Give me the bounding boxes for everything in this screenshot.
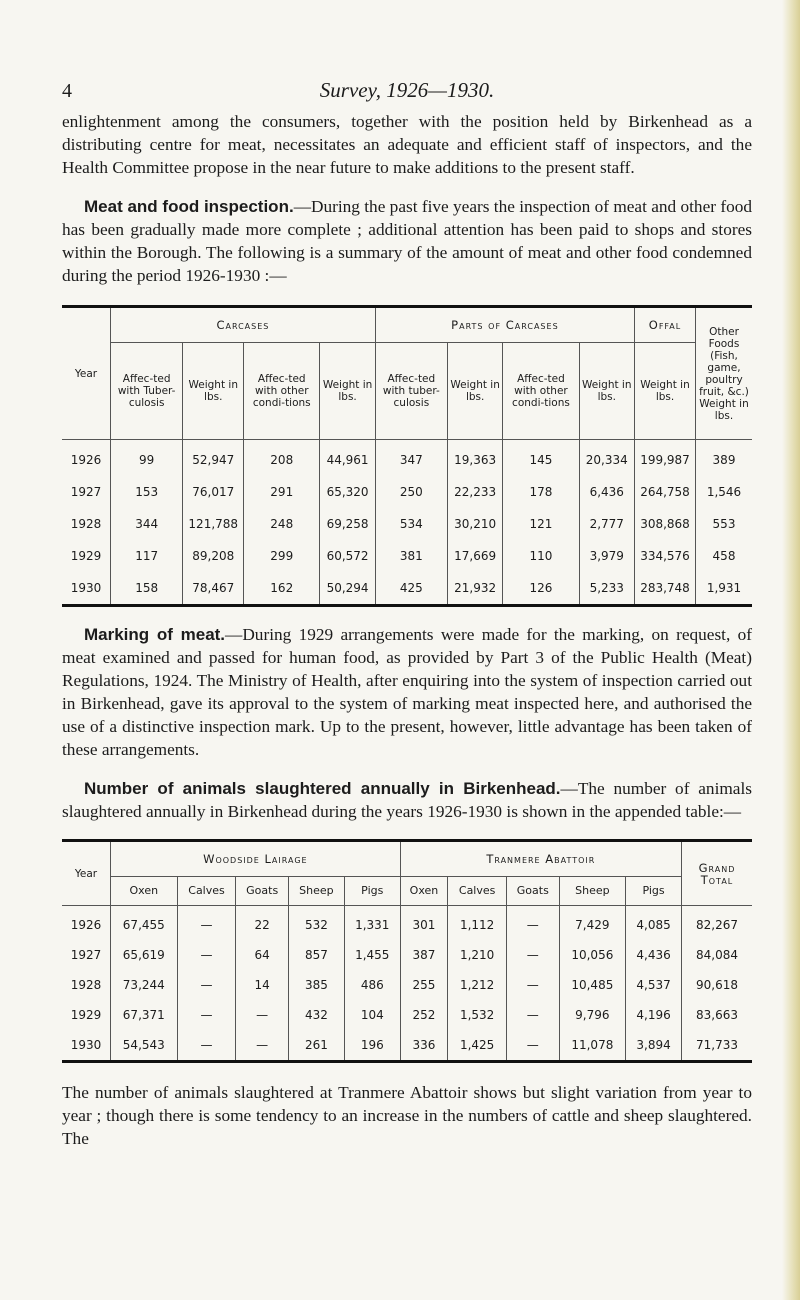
table-row [62, 940, 752, 970]
table-cell: 4,537 [626, 970, 682, 1000]
table-cell: 22,233 [447, 476, 503, 508]
page-header [62, 0, 752, 102]
subheader-cell: Affec-ted with tuber-culosis [375, 343, 447, 440]
table-cell: — [177, 940, 236, 970]
table-cell: 69,258 [320, 508, 376, 540]
page-edge-shadow [782, 0, 800, 1300]
subheader-cell: Pigs [626, 877, 682, 906]
section-heading: Marking of meat. [84, 625, 226, 644]
group-header-tranmere: Tranmere Abattoir [400, 841, 681, 877]
subheader-cell: Calves [448, 877, 507, 906]
table-cell: 60,572 [320, 540, 376, 572]
group-header-woodside: Woodside Lairage [111, 841, 401, 877]
group-header-other-foods: Other Foods (Fish, game, poultry fruit, &c.) Weight in lbs. [696, 307, 753, 440]
table-row [62, 572, 752, 606]
table-cell: 20,334 [579, 440, 635, 477]
paragraph-intro: enlightenment among the consumers, together with the position held by Birkenhead as a distributing centre for meat, necessitates an adequate and efficient staff of inspectors, and the Health Committee propose in the near future to make additions to the present staff. [62, 112, 752, 177]
year-cell: 1929 [62, 1000, 111, 1030]
page-number: 4 [62, 80, 72, 102]
table-cell: 432 [288, 1000, 344, 1030]
table-cell: 67,371 [111, 1000, 178, 1030]
table-cell: 248 [244, 508, 320, 540]
table-cell: 283,748 [635, 572, 696, 606]
table-cell: 158 [111, 572, 183, 606]
table-cell: 7,429 [559, 906, 626, 941]
table-cell: 3,894 [626, 1030, 682, 1062]
table-row [62, 1000, 752, 1030]
table-cell: — [236, 1030, 289, 1062]
table-cell: — [177, 970, 236, 1000]
table-cell: 126 [503, 572, 579, 606]
table-cell: — [507, 970, 560, 1000]
subheader-cell: Pigs [344, 877, 400, 906]
table-cell: 4,196 [626, 1000, 682, 1030]
table-cell: 162 [244, 572, 320, 606]
table-cell: 1,546 [696, 476, 753, 508]
subheader-cell: Goats [507, 877, 560, 906]
table-cell: 308,868 [635, 508, 696, 540]
year-header: Year [62, 841, 111, 906]
table-cell: 1,331 [344, 906, 400, 941]
table-cell: 255 [400, 970, 448, 1000]
group-header-grand-total: Grand Total [682, 841, 753, 906]
group-header-carcases: Carcases [111, 307, 376, 343]
paragraph-closing: The number of animals slaughtered at Tranmere Abattoir shows but slight variation from year to year ; though there is some tendency to an increase in the numbers of cattle and sheep slaughtered. The [62, 1083, 752, 1148]
subheader-cell: Affec-ted with other condi-tions [503, 343, 579, 440]
year-cell: 1927 [62, 476, 111, 508]
food-condemned-table [62, 305, 752, 607]
table-cell: 67,455 [111, 906, 178, 941]
table-cell: 199,987 [635, 440, 696, 477]
table-cell: 381 [375, 540, 447, 572]
table-cell: 1,425 [448, 1030, 507, 1062]
year-cell: 1927 [62, 940, 111, 970]
section-text: —During 1929 arrangements were made for the marking, on request, of meat examined and passed for human food, as provided by Part 3 of the Public Health (Meat) Regulations, 1924. The Ministry of Health, after enquiring into the system of inspection carried out in Birkenhead, gave its approval to the system of marking meat inspected here, and authorised the use of a distinctive inspection mark. Up to the present, however, little advantage has been taken of these arrangements. [62, 625, 752, 759]
table-cell: 4,085 [626, 906, 682, 941]
table-cell: 1,532 [448, 1000, 507, 1030]
table-row [62, 440, 752, 477]
table-cell: 5,233 [579, 572, 635, 606]
group-header-offal: Offal [635, 307, 696, 343]
table-cell: 44,961 [320, 440, 376, 477]
table-cell: 3,979 [579, 540, 635, 572]
table-cell: 389 [696, 440, 753, 477]
subheader-cell: Goats [236, 877, 289, 906]
table-cell: 54,543 [111, 1030, 178, 1062]
table-cell: 1,931 [696, 572, 753, 606]
table-cell: 532 [288, 906, 344, 941]
table-row [62, 476, 752, 508]
table-cell: 30,210 [447, 508, 503, 540]
year-cell: 1928 [62, 508, 111, 540]
table-row [62, 970, 752, 1000]
table-cell: 347 [375, 440, 447, 477]
subheader-cell: Sheep [288, 877, 344, 906]
table-body [62, 906, 752, 1062]
table-cell: 344 [111, 508, 183, 540]
table-cell: 65,619 [111, 940, 178, 970]
section-heading: Number of animals slaughtered annually in Birkenhead. [84, 779, 561, 798]
table-cell: 84,084 [682, 940, 753, 970]
table-cell: 334,576 [635, 540, 696, 572]
subheader-cell: Weight in lbs. [579, 343, 635, 440]
section-meat-inspection [62, 195, 752, 287]
year-cell: 1926 [62, 906, 111, 941]
table-cell: 17,669 [447, 540, 503, 572]
table-cell: — [507, 1030, 560, 1062]
subheader-cell: Weight in lbs. [447, 343, 503, 440]
year-cell: 1928 [62, 970, 111, 1000]
table-cell: 73,244 [111, 970, 178, 1000]
table-cell: — [236, 1000, 289, 1030]
table-cell: 1,210 [448, 940, 507, 970]
table-cell: 83,663 [682, 1000, 753, 1030]
table-row [62, 906, 752, 941]
table-cell: 425 [375, 572, 447, 606]
table-cell: 71,733 [682, 1030, 753, 1062]
table-cell: 1,112 [448, 906, 507, 941]
document-page [62, 0, 752, 1150]
table-cell: 90,618 [682, 970, 753, 1000]
table-cell: 78,467 [183, 572, 244, 606]
table-cell: 145 [503, 440, 579, 477]
table-cell: 458 [696, 540, 753, 572]
table-cell: 64 [236, 940, 289, 970]
table-cell: — [507, 1000, 560, 1030]
table-cell: 14 [236, 970, 289, 1000]
subheader-cell: Weight in lbs. [320, 343, 376, 440]
table-cell: 208 [244, 440, 320, 477]
table-cell: 10,485 [559, 970, 626, 1000]
table-cell: 19,363 [447, 440, 503, 477]
group-header-parts: Parts of Carcases [375, 307, 634, 343]
table-cell: 121 [503, 508, 579, 540]
table-cell: 117 [111, 540, 183, 572]
table-cell: 387 [400, 940, 448, 970]
table-cell: 89,208 [183, 540, 244, 572]
table-cell: 301 [400, 906, 448, 941]
table-cell: 22 [236, 906, 289, 941]
section-animals-slaughtered [62, 777, 752, 823]
table-cell: 6,436 [579, 476, 635, 508]
table-cell: — [507, 906, 560, 941]
table-cell: 52,947 [183, 440, 244, 477]
table-cell: 76,017 [183, 476, 244, 508]
table-cell: 857 [288, 940, 344, 970]
section-marking-of-meat [62, 623, 752, 761]
table-cell: 121,788 [183, 508, 244, 540]
table-cell: 486 [344, 970, 400, 1000]
table-cell: 21,932 [447, 572, 503, 606]
table-cell: 336 [400, 1030, 448, 1062]
subheader-cell: Calves [177, 877, 236, 906]
subheader-cell: Affec-ted with Tuber-culosis [111, 343, 183, 440]
table-cell: 264,758 [635, 476, 696, 508]
table-cell: 153 [111, 476, 183, 508]
table-cell: 291 [244, 476, 320, 508]
year-cell: 1926 [62, 440, 111, 477]
table-cell: 99 [111, 440, 183, 477]
subheader-cell: Weight in lbs. [183, 343, 244, 440]
subheader-cell: Weight in lbs. [635, 343, 696, 440]
table-cell: — [177, 906, 236, 941]
table-row [62, 1030, 752, 1062]
table-cell: 196 [344, 1030, 400, 1062]
table-cell: 250 [375, 476, 447, 508]
table-cell: — [177, 1000, 236, 1030]
table-cell: 104 [344, 1000, 400, 1030]
table-cell: 178 [503, 476, 579, 508]
table-cell: 10,056 [559, 940, 626, 970]
year-header: Year [62, 307, 111, 440]
running-title: Survey, 1926—1930. [319, 78, 495, 102]
table-cell: — [507, 940, 560, 970]
year-cell: 1929 [62, 540, 111, 572]
year-cell: 1930 [62, 572, 111, 606]
table-cell: — [177, 1030, 236, 1062]
table-cell: 261 [288, 1030, 344, 1062]
table-cell: 9,796 [559, 1000, 626, 1030]
table-cell: 11,078 [559, 1030, 626, 1062]
table-cell: 534 [375, 508, 447, 540]
year-cell: 1930 [62, 1030, 111, 1062]
table-cell: 50,294 [320, 572, 376, 606]
section-text: —During the past five years the inspection of meat and other food has been gradually made more complete ; additional attention has been paid to shops and stores within the Borough. The following is a summary of the amount of meat and other food condemned during the period 1926-1930 :— [62, 197, 752, 285]
subheader-cell: Oxen [111, 877, 178, 906]
subheader-cell: Oxen [400, 877, 448, 906]
table-cell: 553 [696, 508, 753, 540]
table-cell: 65,320 [320, 476, 376, 508]
section-heading: Meat and food inspection. [84, 197, 294, 216]
table-cell: 4,436 [626, 940, 682, 970]
table-cell: 1,455 [344, 940, 400, 970]
table-row [62, 540, 752, 572]
table-cell: 385 [288, 970, 344, 1000]
animals-slaughtered-table [62, 839, 752, 1063]
subheader-cell: Sheep [559, 877, 626, 906]
table-row [62, 508, 752, 540]
table-body [62, 440, 752, 606]
table-cell: 299 [244, 540, 320, 572]
table-cell: 110 [503, 540, 579, 572]
section-text: —The number of animals slaughtered annually in Birkenhead during the years 1926-1930 is shown in the appended table:— [62, 779, 753, 821]
subheader-cell: Affec-ted with other condi-tions [244, 343, 320, 440]
table-cell: 1,212 [448, 970, 507, 1000]
table-cell: 2,777 [579, 508, 635, 540]
table-cell: 82,267 [682, 906, 753, 941]
table-cell: 252 [400, 1000, 448, 1030]
